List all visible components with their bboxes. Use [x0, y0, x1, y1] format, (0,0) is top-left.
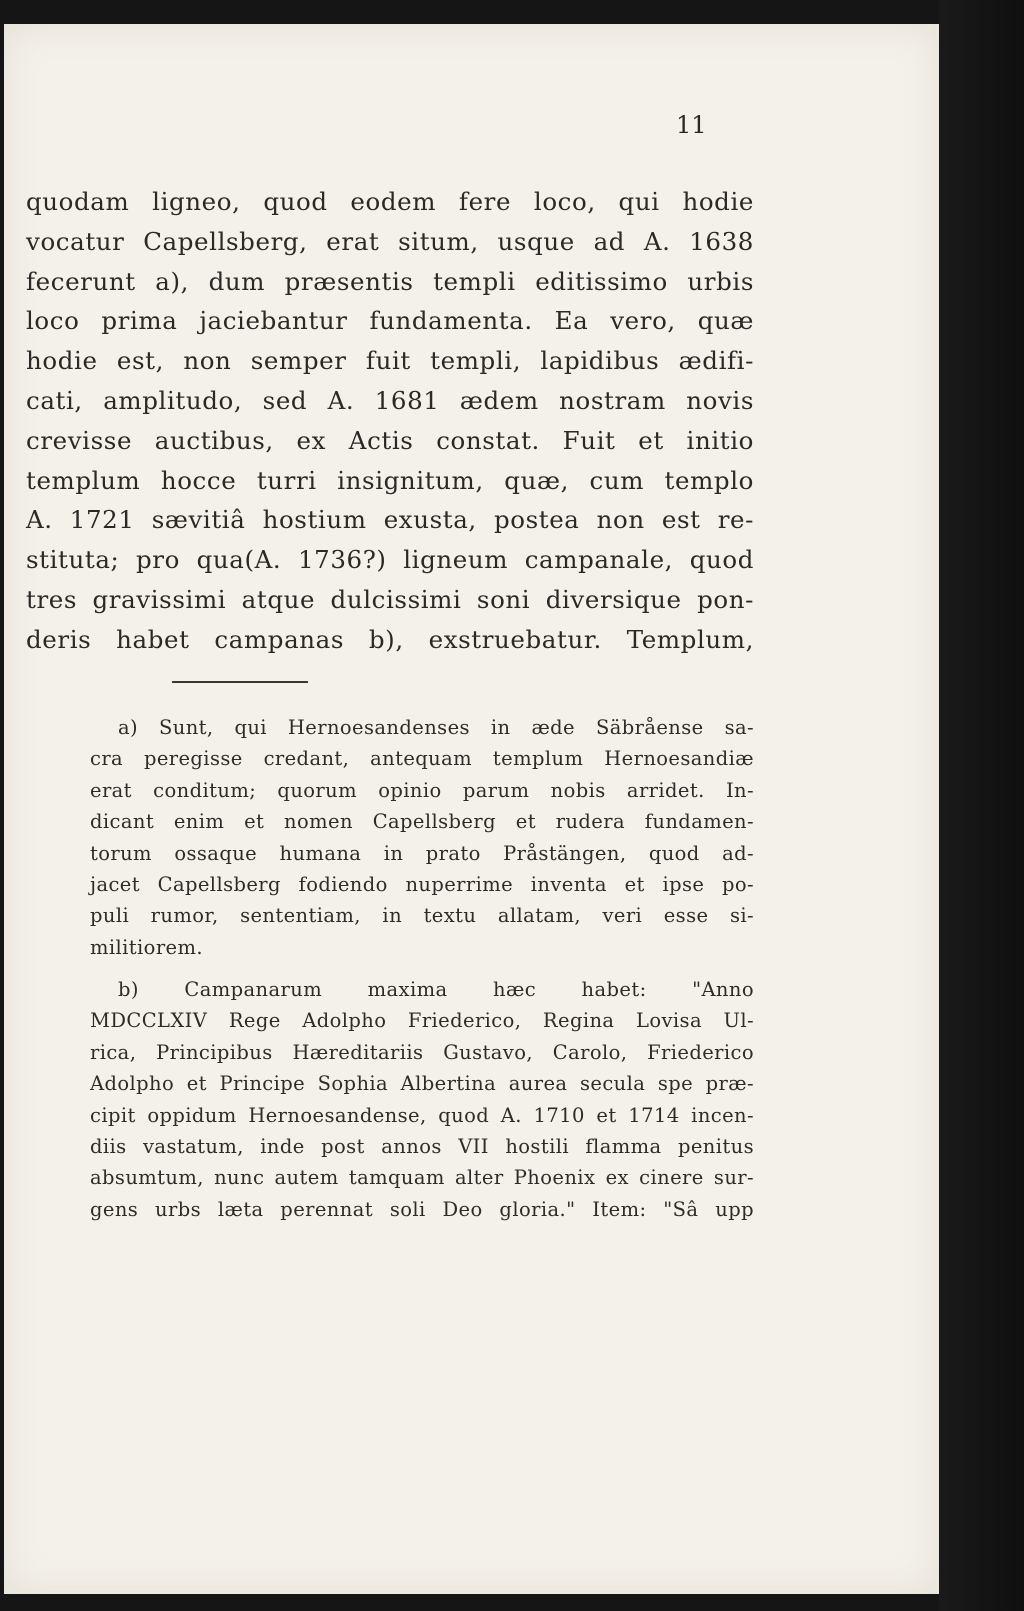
body-line: quodam ligneo, quod eodem fere loco, qui hodie: [26, 187, 754, 216]
footnote-line: rica, Principibus Hæreditariis Gustavo, Carolo, Friederico: [90, 1040, 754, 1064]
body-line: cati, amplitudo, sed A. 1681 ædem nostram novis: [26, 385, 754, 415]
footnote-line: a) Sunt, qui Hernoesandenses in æde Säbråense sa-: [118, 716, 754, 739]
footnote-a: [90, 712, 754, 963]
body-line: hodie est, non semper fuit templi, lapidibus ædifi-: [26, 346, 754, 376]
body-line: tres gravissimi atque dulcissimi soni diversique pon-: [26, 584, 754, 614]
footnote-line: erat conditum; quorum opinio parum nobis arridet. In-: [90, 778, 754, 802]
footnote-line: torum ossaque humana in prato Pråstängen, quod ad-: [90, 841, 754, 865]
body-line: loco prima jaciebantur fundamenta. Ea vero, quæ: [26, 306, 754, 336]
scan-background-edge: [939, 0, 1024, 1611]
footnote-line: MDCCLXIV Rege Adolpho Friederico, Regina Lovisa Ul-: [90, 1009, 754, 1033]
footnote-divider: [172, 681, 308, 683]
main-body-text: [26, 182, 754, 660]
body-line: deris habet campanas b), exstruebatur. Templum,: [26, 624, 754, 654]
footnote-line: b) Campanarum maxima hæc habet: "Anno: [118, 978, 754, 1001]
body-line: stituta; pro qua(A. 1736?) ligneum campanale, quod: [26, 545, 754, 575]
footnote-line: diis vastatum, inde post annos VII hostili flamma penitus: [90, 1135, 754, 1159]
body-line: vocatur Capellsberg, erat situm, usque ad A. 1638: [26, 226, 754, 256]
footnote-line: Adolpho et Principe Sophia Albertina aurea secula spe præ-: [90, 1072, 754, 1096]
footnote-line: absumtum, nunc autem tamquam alter Phoenix ex cinere sur-: [90, 1166, 754, 1190]
footnote-line: cra peregisse credant, antequam templum Hernoesandiæ: [90, 747, 754, 771]
body-line: crevisse auctibus, ex Actis constat. Fuit et initio: [26, 425, 754, 455]
book-page: [4, 24, 939, 1594]
body-line: templum hocce turri insignitum, quæ, cum templo: [26, 465, 754, 495]
footnote-line: militiorem.: [90, 935, 203, 959]
footnote-line: jacet Capellsberg fodiendo nuperrime inventa et ipse po-: [90, 873, 754, 897]
body-line: A. 1721 sævitiâ hostium exusta, postea non est re-: [26, 505, 754, 535]
footnote-b: [90, 974, 754, 1225]
page-number: 11: [676, 111, 707, 139]
body-line: fecerunt a), dum præsentis templi editissimo urbis: [26, 266, 754, 296]
footnote-line: cipit oppidum Hernoesandense, quod A. 1710 et 1714 incen-: [90, 1103, 754, 1127]
footnote-line: gens urbs læta perennat soli Deo gloria." Item: "Sâ upp: [90, 1197, 754, 1221]
footnote-line: dicant enim et nomen Capellsberg et rudera fundamen-: [90, 810, 754, 834]
footnote-line: puli rumor, sententiam, in textu allatam, veri esse si-: [90, 904, 754, 928]
